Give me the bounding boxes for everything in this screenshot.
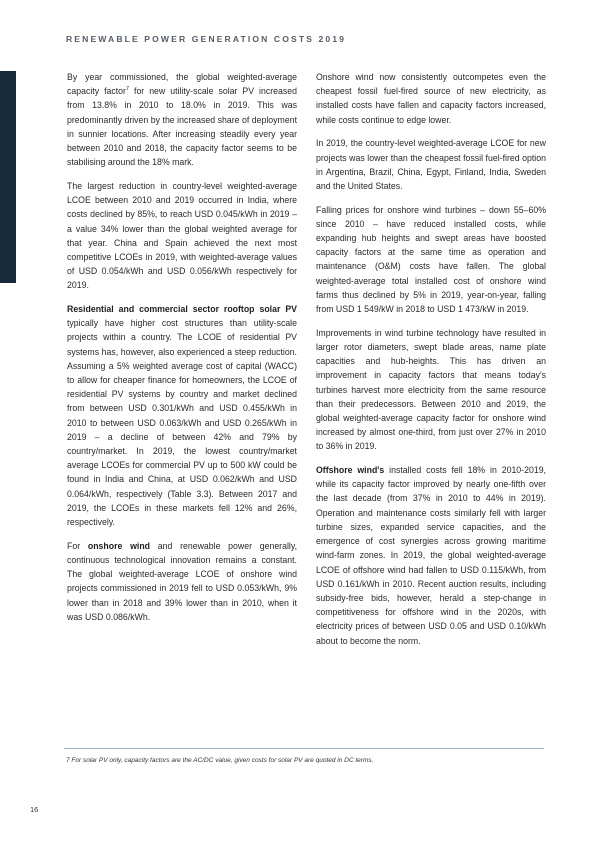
paragraph-onshore-intro xyxy=(67,539,297,624)
right-column xyxy=(316,70,546,657)
paragraph-text: and renewable power generally, continuous technological innovation remains a constant. The global weighted-average LCOE of onshore wind projects commissioned in 2019 fell to USD 0.053/kWh, 9% lower than in 2018 and 39% lower than in 2010, when it was USD 0.086/kWh. xyxy=(67,540,298,622)
paragraph-onshore-competes: Onshore wind now consistently outcompetes even the cheapest fossil fuel-fired source of new electricity, as installed costs have fallen and capacity factors increased, while costs continue to edge lower. xyxy=(316,72,546,125)
paragraph-rooftop-pv xyxy=(67,302,297,529)
footnote-divider xyxy=(64,748,544,749)
page-number: 16 xyxy=(30,805,39,814)
paragraph-text: for new utility-scale solar PV increased from 13.8% in 2010 to 18.0% in 2019. This was predominantly driven by the increased share of deployment in sunnier locations. After increasing steadily every year between 2010 and 2018, the capacity factor seems to be stabilising around the 18% mark. xyxy=(67,86,298,168)
paragraph-text: For xyxy=(67,540,88,551)
left-column xyxy=(67,70,297,634)
bold-term: Offshore wind's xyxy=(316,465,385,476)
footnote-reference[interactable]: 7 xyxy=(125,86,130,93)
paragraph-text: typically have higher cost structures than utility-scale projects within a country. The LCOE of residential PV systems has, however, also experienced a steep reduction. Assuming a 5% weighted average cost of capital (WACC) to allow for cheaper finance for homeowners, the LCOE of residential PV systems by country and market declined from between USD 0.301/kWh and USD 0.455/kWh in 2010 to between USD 0.063/kWh and USD 0.265/kWh in 2019 – a decline of between 42% and 79% by country/market. In 2019, the lowest country/market average LCOEs for commercial PV up to 500 kW could be found in India and China, at USD 0.062/kWh and USD 0.064/kWh, respectively (Table 3.3). Between 2017 and 2019, the LCOEs in these markets fell 12% and 26%, respectively. xyxy=(67,318,297,528)
paragraph-country-list: In 2019, the country-level weighted-average LCOE for new projects was lower than the cheapest fossil fuel-fired option in Argentina, Brazil, China, Egypt, Finland, India, Sweden and the United States. xyxy=(316,138,546,191)
bold-term: Residential and commercial sector rooftop solar PV xyxy=(67,304,297,315)
running-header: RENEWABLE POWER GENERATION COSTS 2019 xyxy=(66,34,347,44)
paragraph-text: By year commissioned, the global weighted-average capacity factor xyxy=(67,72,297,97)
paragraph-capacity-factor xyxy=(67,70,297,169)
paragraph-country-lcoe: The largest reduction in country-level weighted-average LCOE between 2010 and 2019 occurred in India, where costs declined by 85%, to reach USD 0.045/kWh in 2019 – a value 34% lower than the global weighted average for that year. China and Spain achieved the next most competitive LCOEs in 2019, with weighted-average values of USD 0.054/kWh and USD 0.056/kWh respectively for 2019. xyxy=(67,180,297,291)
paragraph-offshore-wind xyxy=(316,463,546,648)
bold-term: onshore wind xyxy=(87,540,151,551)
paragraph-turbine-prices: Falling prices for onshore wind turbines – down 55–60% since 2010 – have reduced installed costs, while expanding hub heights and swept areas have boosted capacity factors at the same time as operation and maintenance (O&M) costs have fallen. The global weighted-average total installed cost of onshore wind farms thus declined by 5% in 2019, year-on-year, falling from USD 1 549/kW in 2018 to USD 1 473/kW in 2019. xyxy=(316,204,546,315)
paragraph-turbine-technology: Improvements in wind turbine technology have resulted in larger rotor diameters, swept blade areas, name plate capacities and hub-heights. This has driven an improvement in capacity factors that means today's turbines harvest more electricity from the same resource than their predecessors. Between 2010 and 2019, the global weighted-average capacity factor for onshore wind increased by almost one-third, from just over 27% in 2010 to 36% in 2019. xyxy=(316,327,546,452)
paragraph-text: installed costs fell 18% in 2010-2019, while its capacity factor improved by nearly one-fifth over the last decade (from 37% in 2010 to 44% in 2019). Operation and maintenance costs similarly fell with larger turbine sizes, expanded service capacities, and the emergence of cost synergies across growing maritime wind-farm zones. In 2019, the global weighted-average LCOE of offshore wind had fallen to USD 0.115/kWh, from USD 0.161/kWh in 2010. Recent auction results, including subsidy-free bids, however, herald a step-change in competitiveness for offshore wind in the 2020s, with electricity prices of between USD 0.05 and USD 0.10/kWh about to become the norm. xyxy=(316,465,546,646)
chapter-tab-bar xyxy=(0,71,16,283)
footnote: 7 For solar PV only, capacity factors are the AC/DC value, given costs for solar PV are quoted in DC terms. xyxy=(66,757,374,764)
